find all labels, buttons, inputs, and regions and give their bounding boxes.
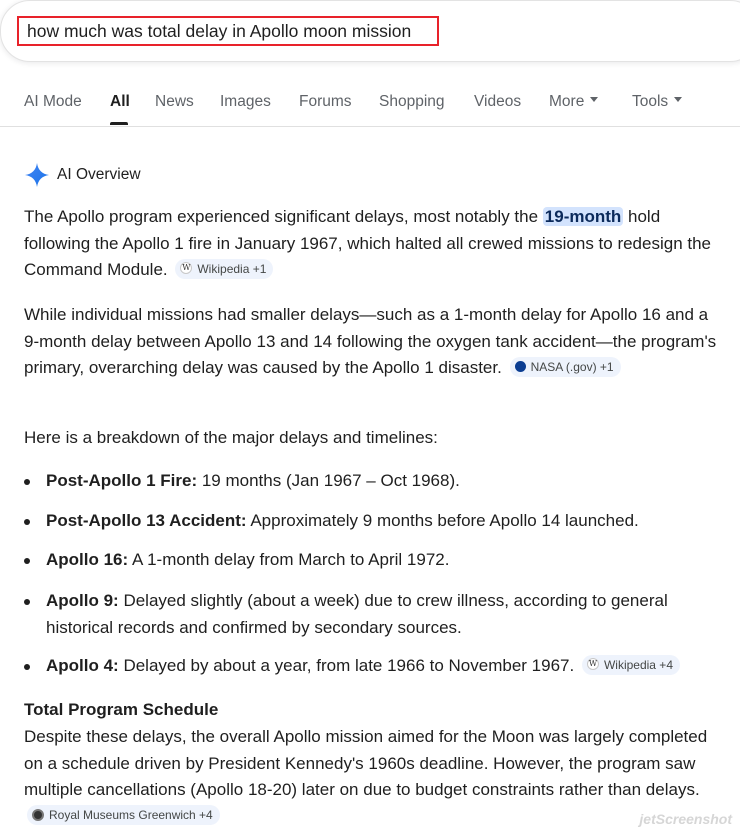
bullet-icon: [24, 558, 30, 564]
source-chip-label: Wikipedia +4: [603, 657, 673, 672]
wikipedia-icon: W: [588, 659, 598, 669]
list-item-label: Apollo 4:: [46, 656, 119, 675]
bullet-icon: [24, 599, 30, 605]
list-item: [24, 588, 724, 641]
list-item-label: Apollo 16:: [46, 550, 129, 569]
list-item-label: Apollo 9:: [46, 591, 119, 610]
tab-news[interactable]: News: [155, 93, 194, 110]
tab-ai-mode[interactable]: AI Mode: [24, 93, 82, 110]
wikipedia-icon: W: [182, 263, 191, 273]
list-item-text: Delayed by about a year, from late 1966 to November 1967.: [118, 656, 575, 675]
tab-shopping[interactable]: Shopping: [379, 93, 445, 110]
section-title: Total Program Schedule: [24, 700, 219, 719]
tab-more-label: More: [549, 93, 585, 110]
watermark: jetScreenshot: [639, 811, 732, 827]
bullet-icon: [24, 519, 30, 525]
chevron-down-icon: [674, 97, 682, 102]
chevron-down-icon: [590, 97, 598, 102]
tab-more[interactable]: [549, 93, 598, 111]
list-item-text: 19 months (Jan 1967 – Oct 1968).: [197, 471, 460, 490]
overview-paragraph-3: Here is a breakdown of the major delays and timelines:: [24, 428, 438, 447]
tab-images[interactable]: Images: [220, 93, 271, 110]
search-input[interactable]: how much was total delay in Apollo moon mission: [17, 16, 439, 46]
list-item: [24, 508, 724, 535]
list-item: [24, 653, 724, 680]
nasa-icon: [515, 361, 526, 372]
search-tabs: [0, 86, 740, 127]
list-item-label: Post-Apollo 13 Accident:: [46, 511, 247, 530]
museum-icon: [32, 809, 44, 821]
bullet-icon: [24, 479, 30, 485]
overview-paragraph-2: [24, 302, 724, 382]
source-chip-rmg[interactable]: [27, 805, 220, 825]
source-chip-nasa[interactable]: [510, 357, 621, 377]
source-chip-label: Royal Museums Greenwich +4: [49, 808, 213, 823]
list-item-text: A 1-month delay from March to April 1972.: [128, 550, 450, 569]
source-chip-label: NASA (.gov) +1: [530, 359, 614, 374]
overview-paragraph-4: [24, 724, 724, 830]
list-item: [24, 547, 724, 574]
tab-tools[interactable]: [632, 93, 682, 111]
list-item-label: Post-Apollo 1 Fire:: [46, 471, 198, 490]
source-chip-label: Wikipedia +1: [197, 261, 267, 276]
list-item-text: Approximately 9 months before Apollo 14 launched.: [246, 511, 639, 530]
paragraph-text: hold following the Apollo 1 fire in January 1967, which halted all crewed missions to redesign the Command Module.: [24, 207, 712, 279]
tab-tools-label: Tools: [632, 93, 669, 110]
ai-overview-title: AI Overview: [57, 166, 141, 183]
tab-videos[interactable]: Videos: [474, 93, 522, 110]
list-item-text: Delayed slightly (about a week) due to crew illness, according to general historical records and confirmed by secondary sources.: [46, 591, 668, 637]
search-bar[interactable]: [0, 0, 740, 62]
source-chip-wikipedia[interactable]: [175, 259, 273, 279]
highlight-term: 19-month: [544, 207, 622, 226]
bullet-icon: [24, 664, 30, 670]
list-item: [24, 468, 724, 495]
tab-all[interactable]: All: [110, 93, 130, 110]
paragraph-text: The Apollo program experienced significant delays, most notably the: [24, 207, 543, 226]
tab-forums[interactable]: Forums: [299, 93, 352, 110]
overview-paragraph-1: [24, 204, 724, 284]
paragraph-text: While individual missions had smaller delays—such as a 1-month delay for Apollo 16 and a 9-month delay between Apollo 13 and 14 following the oxygen tank accident—the program's primary, overarching delay was caused by the Apollo 1 disaster.: [24, 305, 717, 377]
active-tab-indicator: [110, 122, 128, 125]
paragraph-text: Despite these delays, the overall Apollo mission aimed for the Moon was largely completed on a schedule driven by President Kennedy's 1960s deadline. However, the program saw multiple cancellations (Apollo 18-20) later on due to budget constraints rather than delays.: [24, 727, 708, 799]
sparkle-icon: [24, 162, 50, 188]
source-chip-wikipedia[interactable]: [582, 655, 680, 675]
